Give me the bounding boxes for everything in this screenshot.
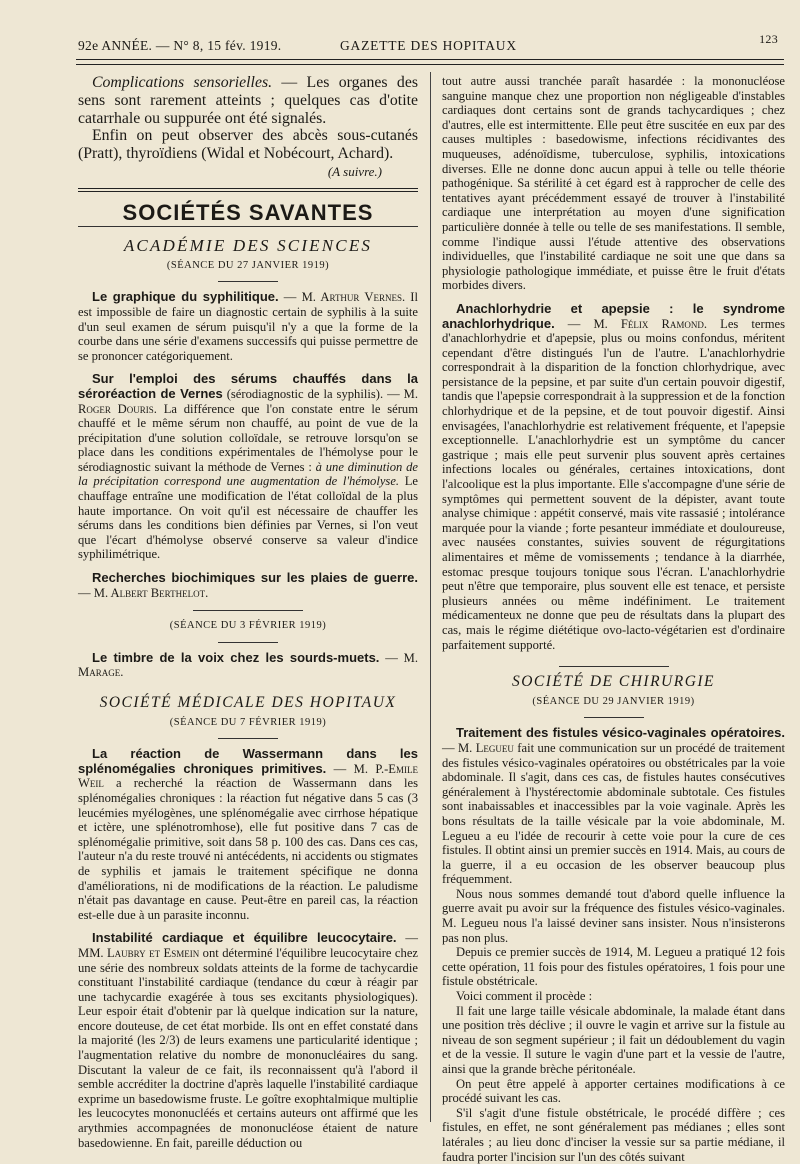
divider [218,642,278,643]
header-rule-top [76,59,784,60]
paragraph-complications: Complications sensorielles. — Les organes des sens sont rarement atteints ; quelques cas d'otite catarrhale ou suppurée ont été signalés. [78,74,418,127]
subhead-complications: Complications sensorielles. [92,74,273,91]
divider [218,281,278,282]
journal-title: GAZETTE DES HOPITAUX [340,38,517,53]
paragraph-procede: Voici comment il procède : [456,989,593,1004]
paragraph-succes: Depuis ce premier succès de 1914, M. Legueu a pratiqué 12 fois cette opération, 11 fois pour des fistules opératoires, 1 fois pour une fistule obstétricale. [442,945,785,989]
seance-date-3: (SÉANCE DU 7 FÉVRIER 1919) [169,716,327,728]
seance-date-1: (SÉANCE DU 27 JANVIER 1919) [166,259,330,271]
paragraph-technique: Il fait une large taille vésicale abdominale, la malade étant dans une position très déclive ; il ouvre le vagin et arrive sur la fistule au niveau de son segment supérieur ; il fait un dédoublement du vagin et de la vessie. Il suture le vagin d'une part et la vessie de l'autre, ainsi que la grande brèche péritonéale. [442,1003,785,1076]
left-column [78,74,418,1150]
heading-societe-medicale: SOCIÉTÉ MÉDICALE DES HOPITAUX [99,694,397,712]
paragraph-modifications: On peut être appelé à apporter certaines modifications à ce procédé suivant les cas. [442,1076,785,1106]
article-biochimiques: Recherches biochimiques sur les plaies de guerre. — M. Albert Berthelot. [78,570,418,600]
to-be-continued: (A suivre.) [327,163,382,179]
seance-date-2: (SÉANCE DU 3 FÉVRIER 1919) [169,620,327,632]
article-fistules: Traitement des fistules vésico-vaginales opératoires. — M. Legueu fait une communication sur un procédé de traitement des fistules vésico-vaginales opératoires ou obstétricales par la voie abdominale. Il s'agit, dans ces cas, de fistules hautes consécutives généralement à l'hystérectomie abdominale subtotale. Ces fistules sont inabaissables et inaccessibles par la voie vaginale. Après les bons résultats de la taille vésicale par la voie abdominale, M. Legueu a eu l'idée de recourir à cette voie pour la cure de ces fistules. Il obtint ainsi un premier succès en 1914. Mais, au cours de la guerre, il a eu occasion de les observer beaucoup plus fréquemment. [442,725,786,887]
divider [559,666,669,667]
article-anachlorhydrie: Anachlorhydrie et apepsie : le syndrome anachlorhydrique. — M. Félix Ramond. Les termes d'anachlorhydrie et d'apepsie, plus ou moins confondus, méritent cependant d'être distingués l'un de l'autre. L'anachlorhydrie correspondrait à la disparition de la fonction chlorhydrique, avec persistance de la pepsine, et par suite d'un certain pouvoir digestif, tandis que l'apepsie correspondrait à la suppression et de la fonction chlorhydrique et de la pepsine, et de tout pouvoir digestif. Ainsi envisagées, l'anachlorhydrie est relativement fréquente, et l'apepsie exceptionnelle. L'anachlorhydrie est un symptôme du cancer gastrique ; mais elle peut survenir plus souvent après certaines infections locales ou générales, certaines intoxications, dont l'alcoolique est la plus importante. Elle s'accompagne d'une série de symptômes qui permettent souvent de la dépister, avant toute analyse chimique : appétit conservé, mais vite rassasié ; intolérance marquée pour la viande ; forte pesanteur immédiate et douloureuse, avec nausées constantes, suivies souvent de régurgitations alimentaires et même de vomissements ; tendance à la diarrhée, estomac presque toujours tonique sous l'écran. L'anachlorhydrie peut n'être que temporaire, plus souvent elle est tenace, et persiste plusieurs années ou même indéfiniment. Le traitement médicamenteux ne donne que peu de résultats dans la plupart des cas, mais le régime diététique ovo-lacto-végétarien est d'ordinaire parfaitement supporté. [442,300,785,652]
section-title-societes: SOCIÉTÉS SAVANTES [122,199,374,225]
divider [193,610,303,611]
paragraph-abces: Enfin on peut observer des abcès sous-cutanés (Pratt), thyroïdiens (Widal et Nobécourt, Achard). [78,127,418,163]
section-rule-2 [78,191,418,192]
column-divider [430,72,431,1122]
header-rule-bottom [76,64,784,65]
article-serums: Sur l'emploi des sérums chauffés dans la séroréaction de Vernes (sérodiagnostic de la syphilis). — M. Roger Douris. La différence que l'on constate entre le sérum chauffé et le même sérum non chauffé, au point de vue de la précipitation d'une solution colloïdale, se retrouve lorsqu'on se place dans les conditions expérimentales de l'hémolyse pour le sérodiagnostic suivant la méthode de Vernes : à une diminution de la précipitation correspond une augmentation de l'hémolyse. Le chauffage entraîne une modification de l'état colloïdal de la plus haute importance. On voit qu'il est nécessaire de chauffer les sérums dans les conditions bien définies par Vernes, si l'on veut que l'écart d'hémolyse observé conserve sa valeur d'indice syphilimétrique. [78,371,418,562]
heading-societe-chirurgie: SOCIÉTÉ DE CHIRURGIE [511,673,716,691]
page-number: 123 [759,32,778,46]
section-rule [78,188,418,189]
issue-info: 92e ANNÉE. — N° 8, 15 fév. 1919. [78,38,282,53]
paragraph-continuation: tout autre aussi tranchée paraît hasardée : la mononucléose sanguine manque chez une proportion non négligeable d'instables cardiaques dont certains sont de grands tachycardiques ; chez d'autres, elle est intermittente. Elle peut être suscitée en eux par des causes multiples : basedowisme, infections récidivantes des muqueuses, adénoïdisme, tuberculose, syphilis, intoxications diverses. Elle ne donne donc aucun appui à telle ou telle théorie pathogénique. Sa stérilité à cet égard est à rapprocher de celle des tentatives ayant précédemment essayé de trouver à l'instabilité cardiaque une interprétation au moyen d'une signification particulière donnée à telle ou telle de ses manifestations. Il semble, comme l'indique aussi l'étude attentive des observations individuelles, que l'instabilité cardiaque ne soit une que dans sa physiologie pathologique immédiate, et puisse être le fruit d'états morbides divers. [442,74,785,293]
paragraph-guerre: Nous nous sommes demandé tout d'abord quelle influence la guerre avait pu avoir sur la fréquence des fistules vésico-vaginales. M. Legueu nous l'a laissé deviner sans insister. Nous n'insisterons pas non plus. [442,886,785,945]
article-instabilite: Instabilité cardiaque et équilibre leucocytaire. — MM. Laubry et Esmein ont déterminé l'équilibre leucocytaire chez une série des nombreux soldats atteints de la forme de tachycardie constituant l'instabilité cardiaque (tendance du cœur à réagir par une tachycardie exagérée à tous ses excitants physiologiques). Leur espoir était d'obtenir par là quelque indication sur la nature, encore douteuse, de cet état morbide. Ils ont en effet constaté dans la majorité (les 2/3) de leurs examens une particularité identique ; l'augmentation relative du nombre de mononucléaires du sang. Discutant la valeur de ce fait, ils reconnaissent qu'à l'abord il semble accréditer la doctrine d'après laquelle l'instabilité cardiaque exprime un basedowisme fruste. Le goître exophtalmique multiplie les leucocytes mononucléés et certains auteurs ont affirmé que les arythmies accompagnées de mononucléose étaient de nature basedowienne. En fait, pareille déduction ou [78,930,419,1150]
section-title-rule [78,226,418,227]
divider [218,738,278,739]
right-column [442,74,785,1164]
heading-academie: ACADÉMIE DES SCIENCES [123,236,373,256]
article-wassermann: La réaction de Wassermann dans les splénomégalies chroniques primitives. — M. P.-Emile Weil a recherché la réaction de Wassermann dans les splénomégalies chroniques : la réaction fut négative dans 5 cas (3 leucémies myélogènes, une splénomégalie avec cirrhose hépatique et ictère, une splénotromhose), elle fut positive dans 7 cas de splénomégalie primitive, soit dans 58 p. 100 des cas. Dans ces cas, l'auteur n'a du reste trouvé ni antécédents, ni accidents ou stigmates de syphilis et jamais le traitement spécifique ne donna d'améliorations, ni de modifications de la réaction. Le paludisme n'était pas davantage en cause. Peut-être en pareil cas, la réaction est-elle due à un parasite inconnu. [78,746,418,922]
paragraph-obstetricale: S'il s'agit d'une fistule obstétricale, le procédé diffère ; ces fistules, en effet, ne sont généralement pas médianes ; elles sont latérales ; au lieu donc d'inciser la vessie sur sa partie médiane, il faudra porter l'incision sur l'un des côtés suivant [442,1105,785,1164]
article-timbre: Le timbre de la voix chez les sourds-muets. — M. Marage. [78,649,419,680]
page-header [78,34,782,58]
article-graphique: Le graphique du syphilitique. — M. Arthur Vernes. Il est impossible de faire un diagnostic certain de syphilis à la suite d'un seul examen de sérum puisqu'il n'y a que la forme de la courbe dans une série d'examens successifs qui puisse permettre de se prononcer catégoriquement. [78,289,418,363]
divider [584,717,644,718]
seance-date-4: (SÉANCE DU 29 JANVIER 1919) [532,695,695,707]
